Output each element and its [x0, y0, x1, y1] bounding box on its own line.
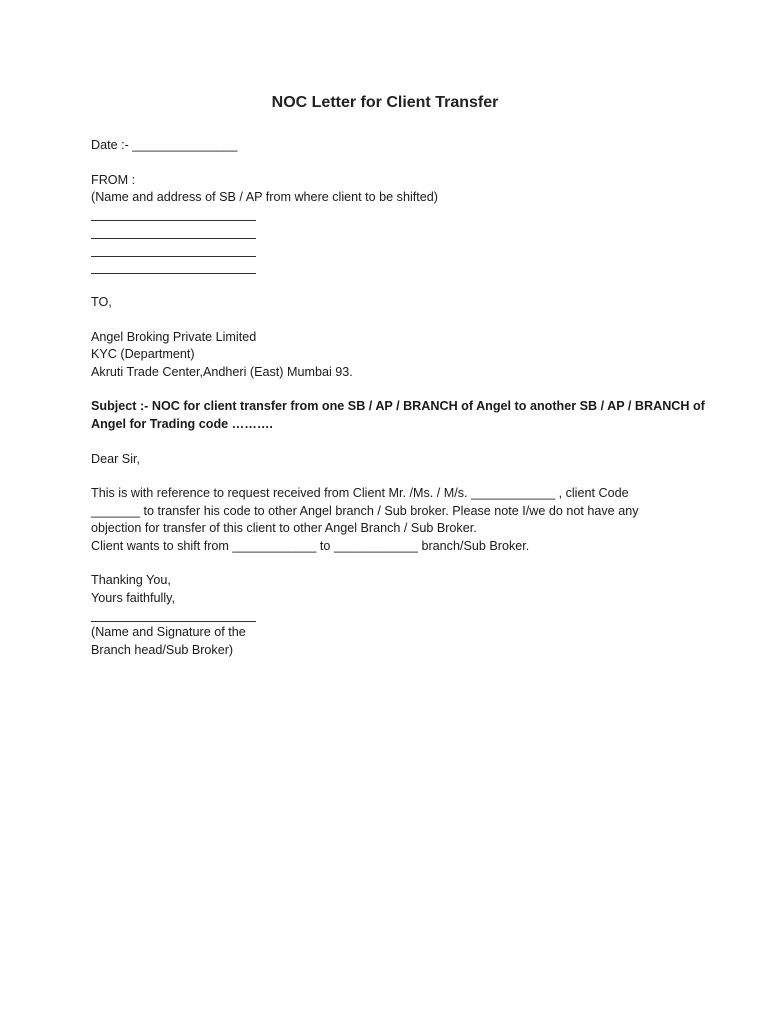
- from-address-rule: [91, 256, 256, 257]
- signature-rule: [91, 621, 256, 622]
- body-line-2: _______ to transfer his code to other Angel branch / Sub broker. Please note I/we do not have any: [91, 504, 639, 518]
- closing-yours: Yours faithfully,: [91, 591, 176, 605]
- recipient-address: Akruti Trade Center,Andheri (East) Mumbai 93.: [91, 365, 353, 379]
- body-line-1: This is with reference to request received from Client Mr. /Ms. / M/s. ____________ , client Code: [91, 486, 629, 500]
- from-label: FROM :: [91, 173, 136, 187]
- from-hint: (Name and address of SB / AP from where client to be shifted): [91, 190, 438, 204]
- salutation: Dear Sir,: [91, 452, 140, 466]
- from-address-rule: [91, 273, 256, 274]
- closing-thanks: Thanking You,: [91, 573, 171, 587]
- subject-line-2: Angel for Trading code ……….: [91, 417, 273, 431]
- body-line-3: objection for transfer of this client to other Angel Branch / Sub Broker.: [91, 521, 477, 535]
- page-title: NOC Letter for Client Transfer: [271, 94, 499, 111]
- body-line-4: Client wants to shift from ____________ to ____________ branch/Sub Broker.: [91, 539, 530, 553]
- to-label: TO,: [91, 295, 112, 309]
- subject-line-1: Subject :- NOC for client transfer from one SB / AP / BRANCH of Angel to another SB / AP / BRANCH of: [91, 399, 705, 413]
- from-address-rule: [91, 238, 256, 239]
- date-line: Date :- _______________: [91, 138, 238, 152]
- from-address-rule: [91, 220, 256, 221]
- signature-line-2: Branch head/Sub Broker): [91, 643, 234, 657]
- recipient-company: Angel Broking Private Limited: [91, 330, 257, 344]
- recipient-department: KYC (Department): [91, 347, 195, 361]
- signature-line-1: (Name and Signature of the: [91, 625, 246, 639]
